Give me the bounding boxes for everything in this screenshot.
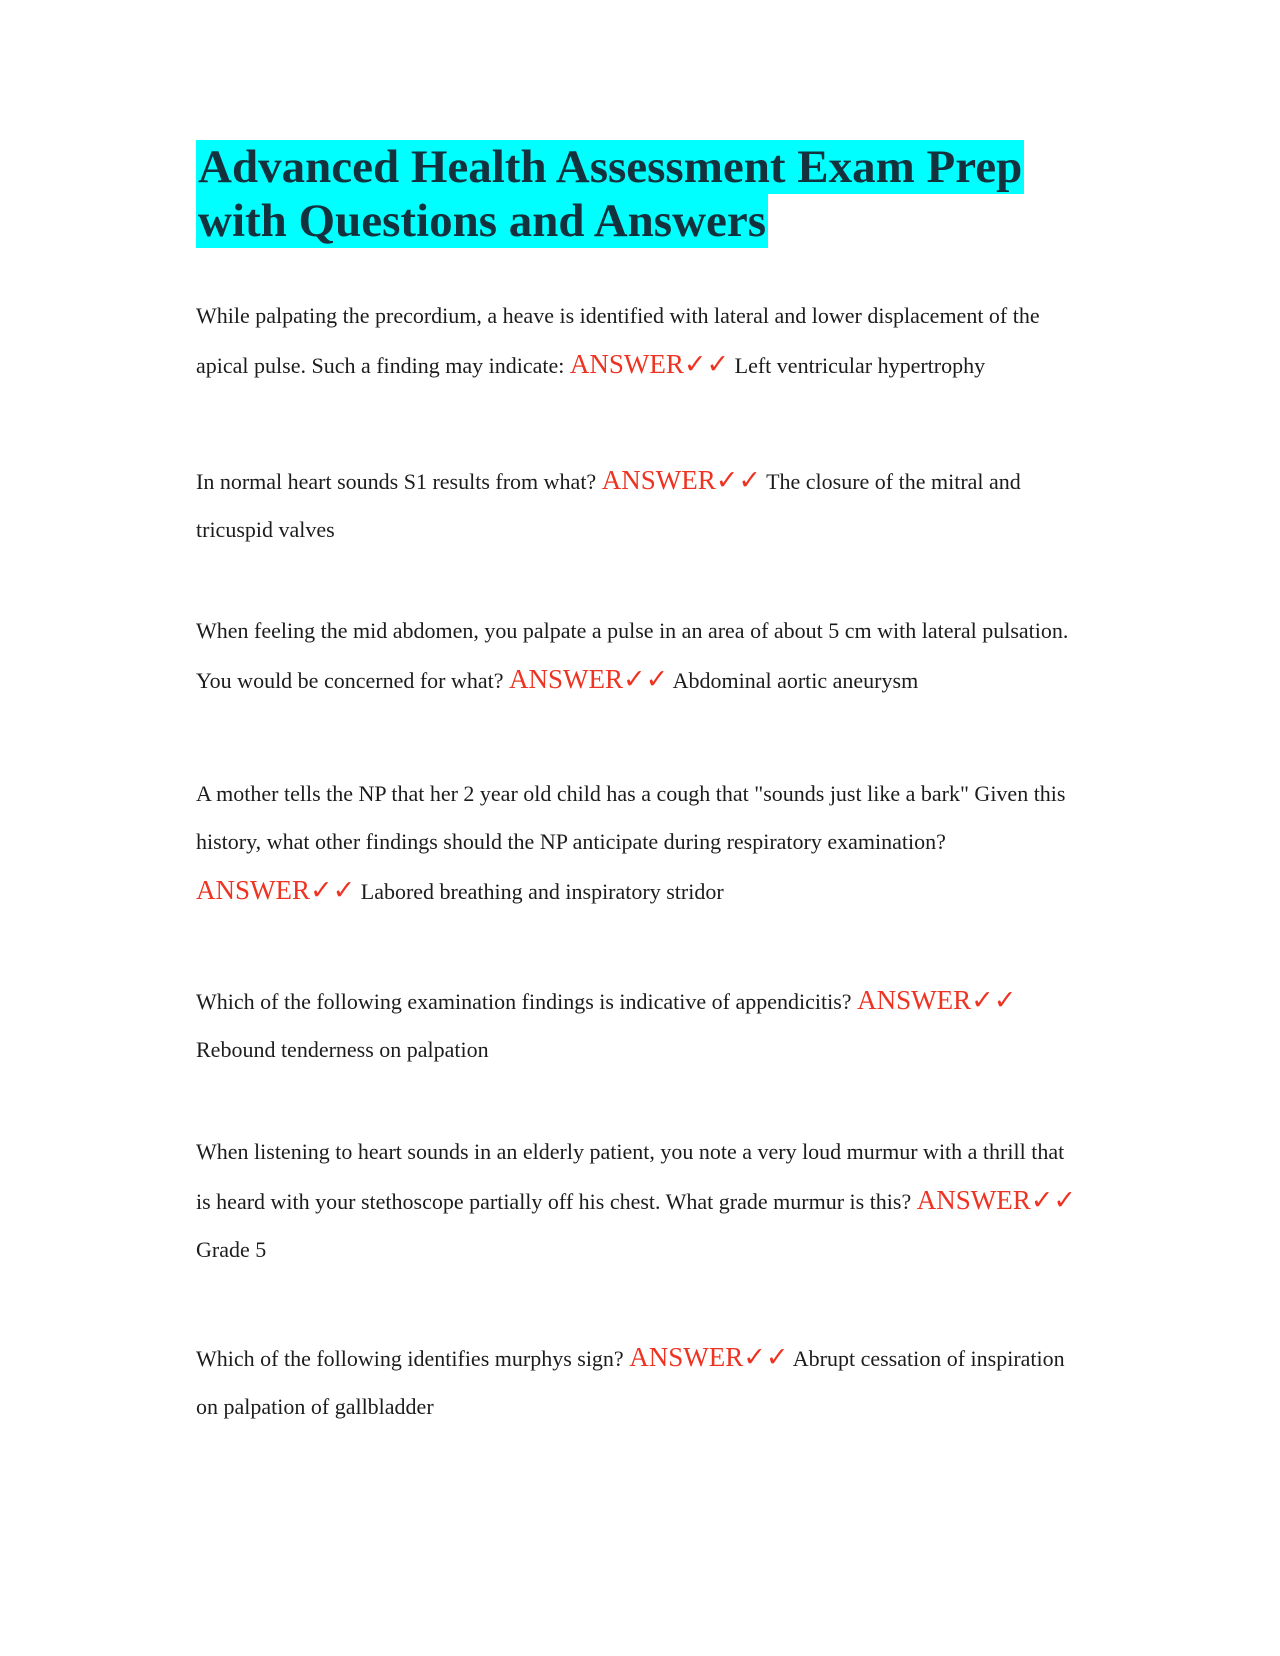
question-text: When listening to heart sounds in an elderly patient, you note a very loud murmur with a thrill that is heard with your stethoscope partially off his chest. What grade murmur is this?	[196, 1139, 1065, 1214]
answer-tag: ANSWER✓✓	[916, 1185, 1076, 1215]
document-title	[196, 140, 1076, 248]
answer-text: Labored breathing and inspiratory stridor	[360, 879, 724, 904]
question-text: Which of the following examination findings is indicative of appendicitis?	[196, 989, 852, 1014]
question-text: In normal heart sounds S1 results from what?	[196, 469, 597, 494]
qa-item-6	[196, 1128, 1076, 1274]
title-line-1: Advanced Health Assessment Exam Prep	[198, 141, 1023, 193]
answer-tag: ANSWER✓✓	[629, 1342, 789, 1372]
answer-text: Abdominal aortic aneurysm	[672, 668, 919, 693]
answer-text: The closure of the mitral and tricuspid valves	[196, 469, 1021, 542]
question-text: While palpating the precordium, a heave is identified with lateral and lower displacement of the apical pulse. Such a finding may indicate:	[196, 303, 1040, 378]
qa-item-1	[196, 292, 1076, 390]
qa-item-2	[196, 456, 1076, 554]
title-line-2: with Questions and Answers	[198, 195, 767, 247]
question-text: When feeling the mid abdomen, you palpate a pulse in an area of about 5 cm with lateral pulsation. You would be concerned for what?	[196, 618, 1069, 693]
answer-text: Abrupt cessation of inspiration on palpation of gallbladder	[196, 1346, 1065, 1419]
answer-text: Left ventricular hypertrophy	[734, 353, 986, 378]
answer-text: Rebound tenderness on palpation	[196, 1037, 489, 1062]
answer-tag: ANSWER✓✓	[857, 985, 1017, 1015]
answer-tag: ANSWER✓✓	[601, 465, 761, 495]
answer-tag: ANSWER✓✓	[569, 349, 730, 379]
question-text: A mother tells the NP that her 2 year old child has a cough that "sounds just like a bark" Given this history, what other findings should the NP anticipate during respiratory examination?	[196, 781, 1066, 854]
answer-tag: ANSWER✓✓	[196, 875, 356, 905]
qa-item-7	[196, 1333, 1076, 1431]
qa-item-4	[196, 770, 1076, 916]
question-text: Which of the following identifies murphys sign?	[196, 1346, 624, 1371]
answer-tag: ANSWER✓✓	[509, 664, 669, 694]
answer-text: Grade 5	[196, 1237, 267, 1262]
qa-item-5	[196, 976, 1076, 1074]
qa-item-3	[196, 607, 1076, 705]
document-page	[196, 140, 1076, 1419]
